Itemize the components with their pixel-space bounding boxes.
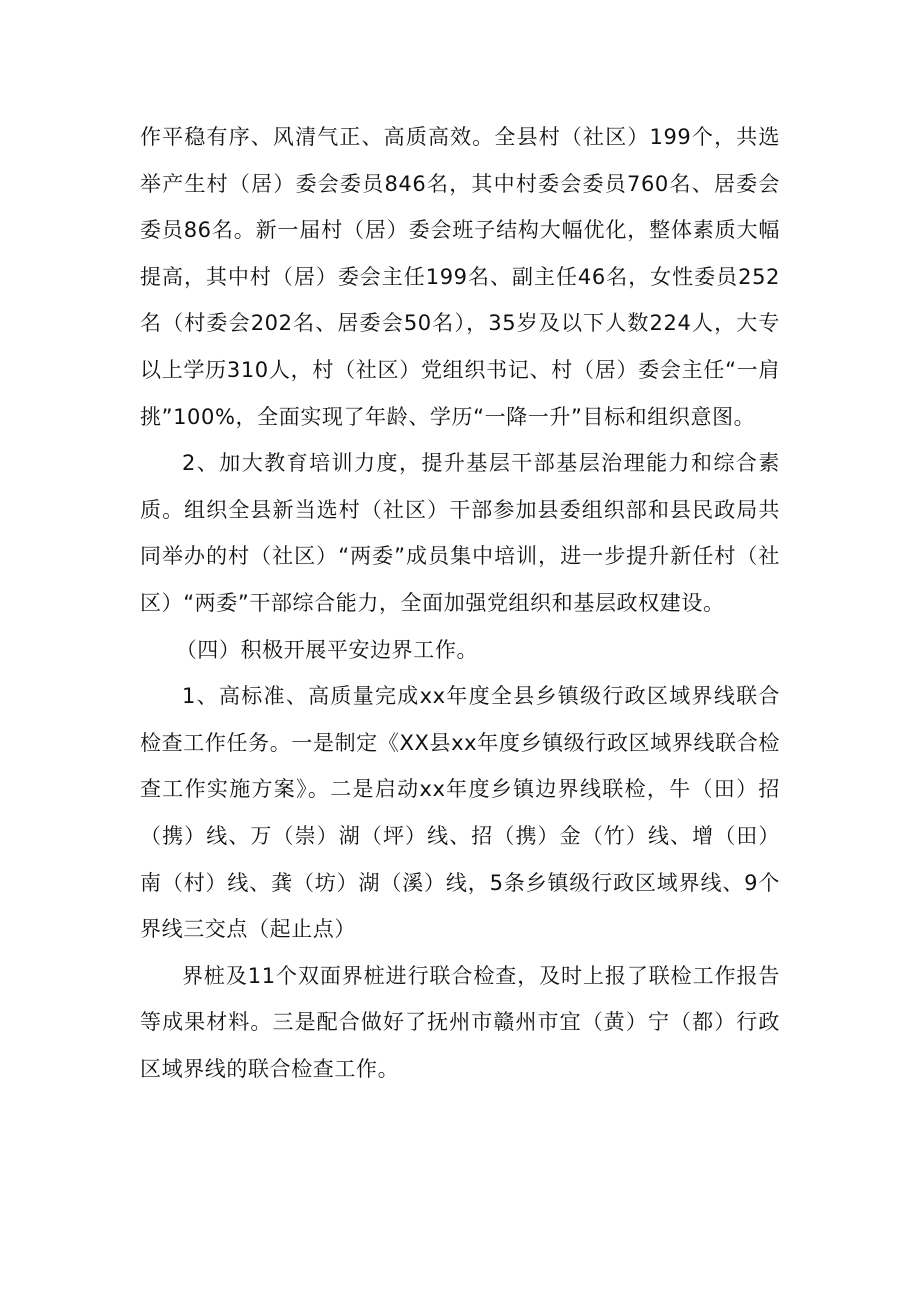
paragraph-boundary-inspection: 1、高标准、高质量完成xx年度全县乡镇级行政区域界线联合检查工作任务。一是制定《XX县xx年度乡镇级行政区域界线联合检查工作实施方案》。二是启动xx年度乡镇边界线联检，牛（田）招（携）线、万（崇）湖（坪）线、招（携）金（竹）线、增（田）南（村）线、龚（坊）湖（溪）线，5条乡镇级行政区域界线、9个界线三交点（起止点） — [140, 684, 780, 942]
document-body — [140, 114, 780, 1092]
paragraph-election-results: 作平稳有序、风清气正、高质高效。全县村（社区）199个，共选举产生村（居）委会委员846名，其中村委会委员760名、居委会委员86名。新一届村（居）委会班子结构大幅优化，整体素质大幅提高，其中村（居）委会主任199名、副主任46名，女性委员252名（村委会202名、居委会50名），35岁及以下人数224人，大专以上学历310人，村（社区）党组织书记、村（居）委会主任“一肩挑”100%，全面实现了年龄、学历“一降一升”目标和组织意图。 — [140, 125, 780, 429]
paragraph-training: 2、加大教育培训力度，提升基层干部基层治理能力和综合素质。组织全县新当选村（社区）干部参加县委组织部和县民政局共同举办的村（社区）“两委”成员集中培训，进一步提升新任村（社区）“两委”干部综合能力，全面加强党组织和基层政权建设。 — [140, 451, 780, 615]
section-heading-border-work: （四）积极开展平安边界工作。 — [175, 637, 479, 662]
paragraph-boundary-markers: 界桩及11个双面界桩进行联合检查，及时上报了联检工作报告等成果材料。三是配合做好了抚州市赣州市宜（黄）宁（都）行政区域界线的联合检查工作。 — [140, 963, 780, 1081]
